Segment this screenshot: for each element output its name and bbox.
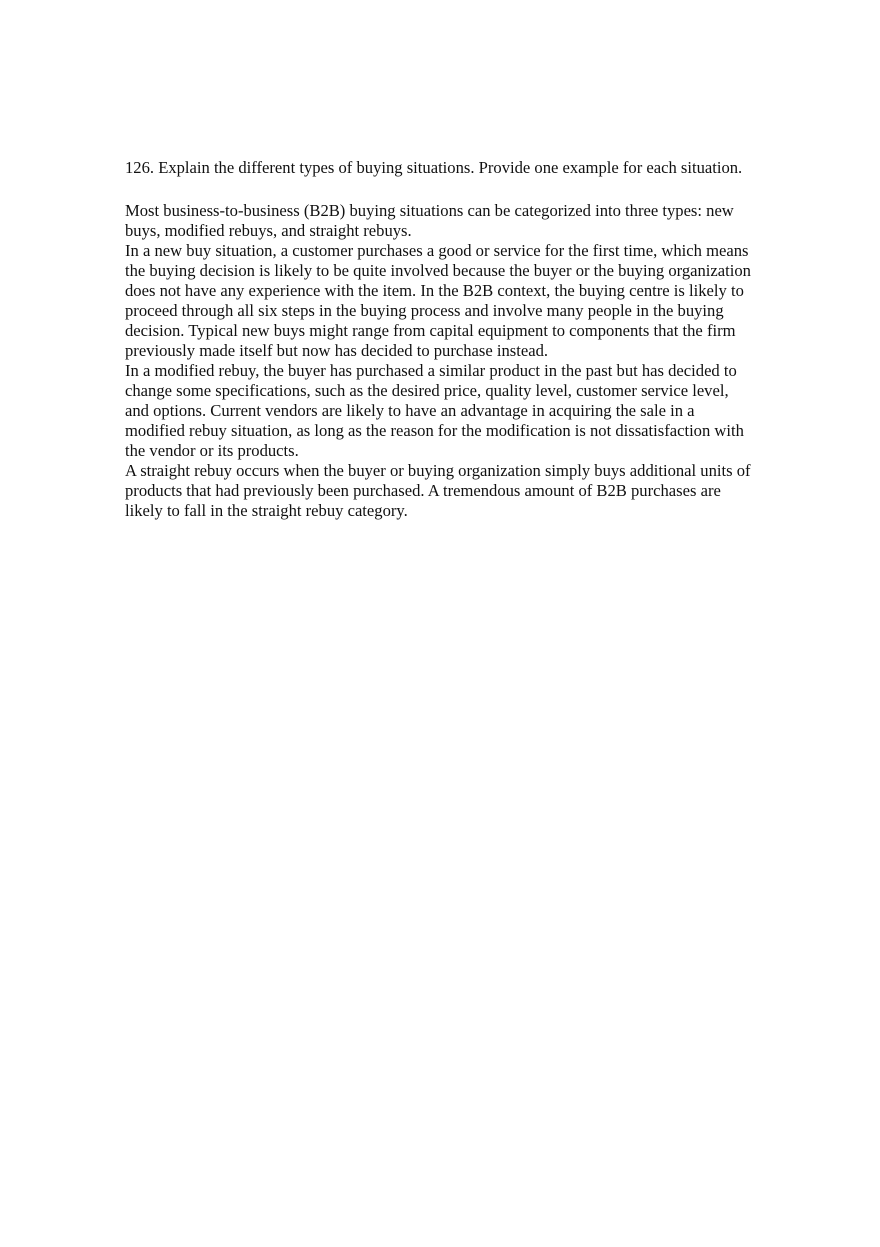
answer-line: does not have any experience with the item. In the B2B context, the buying centre is likely to <box>125 281 744 300</box>
answer-line: the vendor or its products. <box>125 441 299 460</box>
answer-line: In a new buy situation, a customer purchases a good or service for the first time, which means <box>125 241 749 260</box>
answer-line: the buying decision is likely to be quite involved because the buyer or the buying organization <box>125 261 751 280</box>
answer-line: products that had previously been purchased. A tremendous amount of B2B purchases are <box>125 481 721 500</box>
answer-text <box>125 201 785 521</box>
answer-line: A straight rebuy occurs when the buyer or buying organization simply buys additional units of <box>125 461 751 480</box>
answer-line: In a modified rebuy, the buyer has purchased a similar product in the past but has decided to <box>125 361 737 380</box>
answer-line: change some specifications, such as the desired price, quality level, customer service level, <box>125 381 729 400</box>
answer-line: previously made itself but now has decided to purchase instead. <box>125 341 549 360</box>
answer-line: and options. Current vendors are likely to have an advantage in acquiring the sale in a <box>125 401 695 420</box>
answer-line: proceed through all six steps in the buying process and involve many people in the buying <box>125 301 724 320</box>
answer-line: modified rebuy situation, as long as the reason for the modification is not dissatisfaction with <box>125 421 744 440</box>
answer-line: buys, modified rebuys, and straight rebuys. <box>125 221 412 240</box>
answer-line: Most business-to-business (B2B) buying situations can be categorized into three types: new <box>125 201 734 220</box>
answer-line: likely to fall in the straight rebuy category. <box>125 501 408 520</box>
answer-line: decision. Typical new buys might range from capital equipment to components that the firm <box>125 321 736 340</box>
question-text: 126. Explain the different types of buying situations. Provide one example for each situation. <box>125 158 743 177</box>
